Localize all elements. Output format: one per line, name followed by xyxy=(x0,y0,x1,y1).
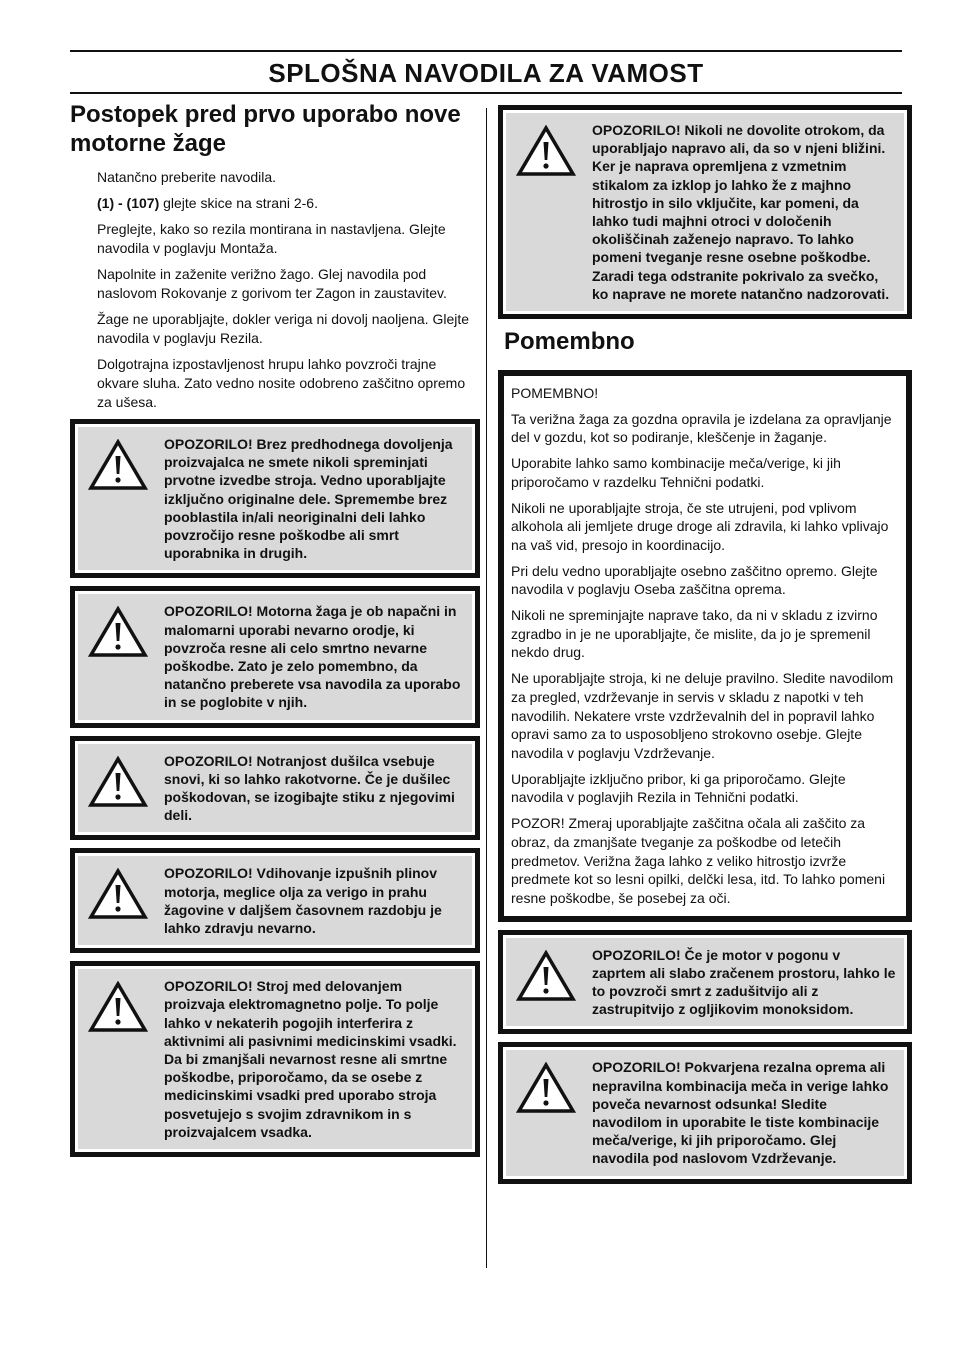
section-title-important: Pomembno xyxy=(504,328,635,356)
warning-triangle-icon xyxy=(88,435,156,562)
warning-text: OPOZORILO! Brez predhodnega dovoljenja proizvajalca ne smete nikoli spreminjati prvotne izvedbe stroja. Vedno uporabljajte izključno originalne dele. Spremembe brez pooblastila in/ali neoriginalni deli lahko povzročijo resne poškodbe ali smrt uporabnika in drugih. xyxy=(164,436,453,562)
warning-text: OPOZORILO! Nikoli ne dovolite otrokom, da uporabljajo napravo ali, da so v njeni bližini. Ker je naprava opremljena z vzmetnim stikalom za izklop jo lahko že z majhno hitrostjo in silo vključite, kar pomeni, da lahko tudi majhni otroci v določenih okoliščinah zaženejo napravo. To lahko pomeni tveganje resne osebne poškodbe. Zaradi tega odstranite pokrivalo za svečko, ko naprave ne morete natančno nadzorovati. xyxy=(592,122,890,302)
warning-box xyxy=(70,419,480,578)
header-rule-top xyxy=(70,50,902,52)
warning-text: OPOZORILO! Notranjost dušilca vsebuje snovi, ki so lahko rakotvorne. Če je dušilec poškodovan, se izogibajte stiku z njegovimi deli. xyxy=(164,752,455,824)
intro-paragraph: Preglejte, kako so rezila montirana in nastavljena. Glejte navodila v poglavju Montaža. xyxy=(97,221,446,256)
warning-triangle-icon xyxy=(516,121,584,303)
warning-box xyxy=(70,586,480,727)
important-paragraph: POMEMBNO! xyxy=(511,385,599,402)
section-title-first-use: Postopek pred prvo uporabo nove motorne žage xyxy=(70,101,461,157)
warning-box-children xyxy=(498,105,912,319)
important-paragraph: Uporabite lahko samo kombinacije meča/verige, ki jih priporočamo v razdelku Tehnični podatki. xyxy=(511,455,841,490)
important-paragraph: Pri delu vedno uporabljajte osebno zaščitno opremo. Glejte navodila v poglavju Oseba zaščitna oprema. xyxy=(511,562,878,598)
right-column xyxy=(498,105,912,1192)
intro-paragraph: Dolgotrajna izpostavljenost hrupu lahko povzroči trajne okvare sluha. Zato vedno nosite odobreno zaščitno opremo za ušesa. xyxy=(97,356,466,410)
column-divider xyxy=(486,108,487,1268)
warning-text: OPOZORILO! Če je motor v pogonu v zaprtem ali slabo zračenem prostoru, lahko le to povzroči smrt z zadušitvijo ali z zastrupitvijo z ogljikovim monoksidom. xyxy=(592,946,896,1018)
important-paragraph: Ta verižna žaga za gozdna opravila je izdelana za opravljanje del v gozdu, kot so podiranje, kleščenje in žaganje. xyxy=(511,410,892,446)
intro-paragraph: Žage ne uporabljajte, dokler veriga ni dovolj naoljena. Glejte navodila v poglavju Rezila. xyxy=(97,311,470,346)
intro-list xyxy=(70,168,480,412)
warning-text: OPOZORILO! Stroj med delovanjem proizvaja elektromagnetno polje. To polje lahko v nekaterih pogojih interferira z aktivnimi ali pasivnimi medicinskimi vsadki. Da bi zmanjšali nevarnost resne ali smrtne poškodbe, priporočamo, da se osebe z medicinskimi vsadki pred uporabo stroja posvetujejo s svojim zdravnikom in s proizvajalcem vsadka. xyxy=(164,978,457,1140)
warning-box xyxy=(70,736,480,841)
warning-box xyxy=(498,930,912,1035)
warning-triangle-icon xyxy=(88,752,156,825)
important-paragraph: Ne uporabljajte stroja, ki ne deluje pravilno. Sledite navodilom za pregled, vzdrževanje in servis v skladu z napotki v teh navodilih. Nekatere vrste vzdrževalnih del in popravil lahko opravi samo za to usposobljeno strokovno osebje. Glejte navodila v poglavju Vzdrževanje. xyxy=(511,670,894,761)
warning-triangle-icon xyxy=(88,864,156,937)
warning-text: OPOZORILO! Vdihovanje izpušnih plinov motorja, meglice olja za verigo in prahu žagovine v daljšem časovnem razdobju je lahko zdravju nevarno. xyxy=(164,865,442,937)
intro-paragraph: Natančno preberite navodila. xyxy=(97,169,277,185)
warning-box xyxy=(498,1042,912,1183)
warning-box xyxy=(70,961,480,1157)
warning-triangle-icon xyxy=(88,977,156,1141)
page-title: SPLOŠNA NAVODILA ZA VAMOST xyxy=(268,58,704,88)
important-paragraph: Uporabljajte izključno pribor, ki ga priporočamo. Glejte navodila v poglavjih Rezila in Tehnični podatki. xyxy=(511,770,846,806)
important-box xyxy=(498,370,912,922)
figure-ref: (1) - (107) xyxy=(97,195,160,211)
intro-paragraph: (1) - (107) glejte skice na strani 2-6. xyxy=(97,195,318,211)
important-paragraph: Nikoli ne spreminjajte naprave tako, da ni v skladu z izvirno zgradbo in je ne uporabljajte, če mislite, da jo je spremenil nekdo drug. xyxy=(511,607,878,661)
important-paragraph: POZOR! Zmeraj uporabljajte zaščitna očala ali zaščito za obraz, da zmanjšate tveganje za poškodbe od letečih predmetov. Verižna žaga lahko z veliko hitrostjo izvrže predmete kot so lesni opilki, delčki lesa, itd. To lahko pomeni resne poškodbe, še posebej za oči. xyxy=(511,815,886,906)
left-column xyxy=(70,100,480,1165)
warning-text: OPOZORILO! Motorna žaga je ob napačni in malomarni uporabi nevarno orodje, ki povzroča resne ali celo smrtno nevarne poškodbe. Zato je zelo pomembno, da natančno preberete vsa navodila za uporabo in se poglobite v njih. xyxy=(164,603,461,711)
warning-triangle-icon xyxy=(516,946,584,1019)
warning-box xyxy=(70,848,480,953)
warning-triangle-icon xyxy=(516,1058,584,1167)
intro-paragraph: Napolnite in zaženite verižno žago. Glej navodila pod naslovom Rokovanje z gorivom ter Zagon in zaustavitev. xyxy=(97,266,447,301)
warning-triangle-icon xyxy=(88,602,156,711)
important-paragraph: Nikoli ne uporabljajte stroja, če ste utrujeni, pod vplivom alkohola ali jemljete druge droge ali zdravila, ki lahko vplivajo na vaš vid, presojo in koordinacijo. xyxy=(511,499,889,553)
header-rule-bottom xyxy=(70,92,902,94)
warning-text: OPOZORILO! Pokvarjena rezalna oprema ali nepravilna kombinacija meča in verige lahko poveča nevarnost odsunka! Sledite navodilom in uporabite le tiste kombinacije meča/verige, ki jih priporočamo. Glej navodila pod naslovom Vzdrževanje. xyxy=(592,1059,889,1167)
